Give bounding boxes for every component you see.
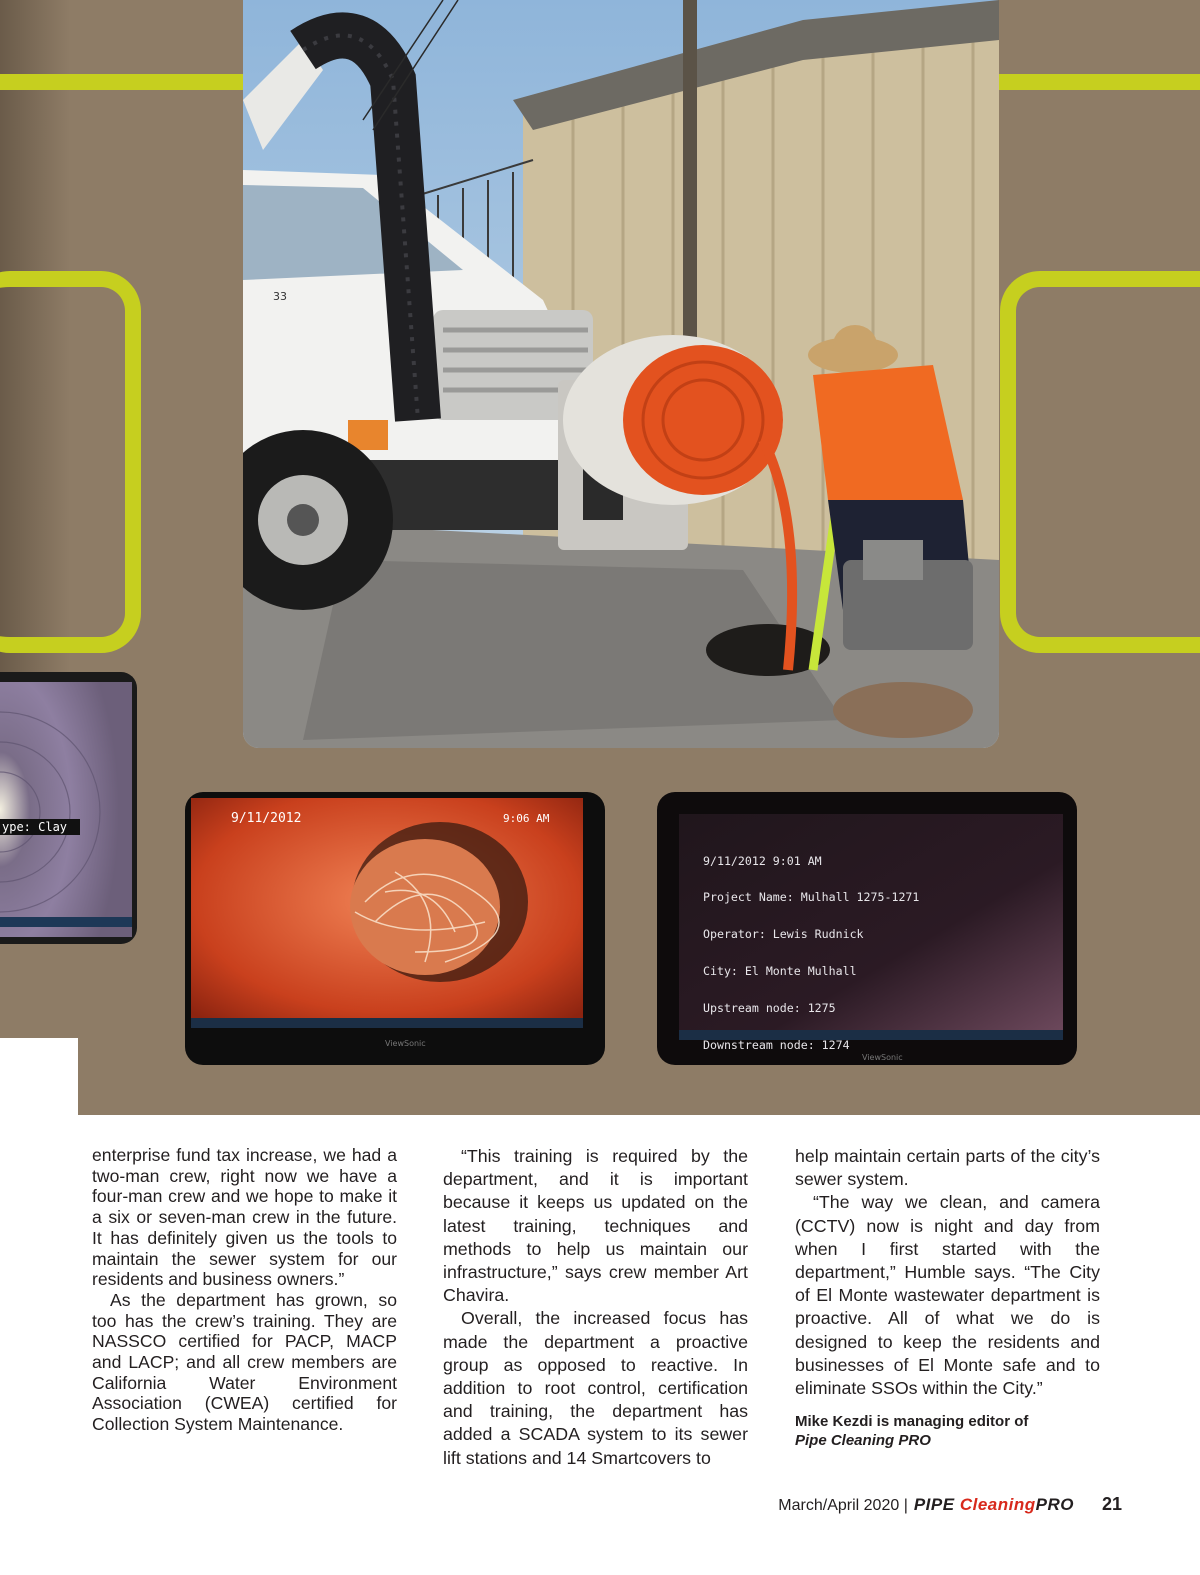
article-column-1 [92,1145,397,1435]
inspection-line: Downstream node: 1274 [703,1038,850,1053]
inspection-line: Project Name: Mulhall 1275-1271 [703,890,920,905]
accent-line-right [995,74,1200,90]
band-notch [0,1038,78,1118]
issue-date: March/April 2020 | [778,1497,908,1514]
logo-pipe: PIPE [913,1495,955,1514]
pipe-camera-photo [0,672,137,944]
page-number: 21 [1101,1494,1122,1514]
root-cam-date: 9/11/2012 [231,811,302,826]
accent-loop-right [1000,271,1200,653]
root-cam-time: 9:06 AM [503,812,550,825]
bio-text: Mike Kezdi is managing editor of [795,1413,1029,1431]
inspection-line: Operator: Lewis Rudnick [703,927,864,942]
pipe-cam-overlay: ype: Clay [2,820,68,834]
monitor-brand-left: ViewSonic [385,1039,426,1048]
inspection-monitor-photo [657,792,1077,1065]
truck-number: 33 [273,290,287,303]
accent-loop-left [0,271,141,653]
article-column-3 [795,1145,1100,1450]
logo-cleaning: Cleaning [959,1495,1036,1514]
logo-pro: PRO [1035,1495,1074,1514]
paragraph: Overall, the increased focus has made the department a proactive group as opposed to reactive. In addition to root control, certification and training, the department has added a SCADA system to its sewer lift stations and 14 Smartcovers to [443,1308,748,1468]
inspection-info-text [703,830,954,1065]
root-camera-photo [185,792,605,1065]
article-column-2 [443,1145,748,1470]
page-footer [778,1494,1122,1515]
paragraph: “This training is required by the department, and it is important because it keeps us updated on the latest training, techniques and methods to help us maintain our infrastructure,” says crew member Art Chavira. [443,1146,748,1306]
inspection-line: Upstream node: 1275 [703,1001,836,1016]
bio-publication: Pipe Cleaning PRO [795,1432,931,1450]
paragraph: enterprise fund tax increase, we had a two-man crew, right now we have a four-man crew and we hope to make it a six or seven-man crew in the future. It has definitely given us the tools to maintain the sewer system for our residents and business owners.” [92,1145,397,1290]
inspection-line: 9/11/2012 9:01 AM [703,853,822,868]
paragraph: help maintain certain parts of the city’s sewer system. [795,1146,1100,1190]
accent-line-left [0,74,250,90]
paragraph: “The way we clean, and camera (CCTV) now is night and day from when I first started with the department,” Humble says. “The City of El Monte wastewater department is proactive. All of what we do is designed to keep the residents and businesses of El Monte safe and to eliminate SSOs within the City.” [795,1192,1100,1399]
monitor-brand-right: ViewSonic [862,1053,903,1062]
author-bio [795,1412,1100,1450]
inspection-line: City: El Monte Mulhall [703,964,857,979]
magazine-logo [914,1495,1074,1515]
truck-photo [243,0,999,748]
paragraph: As the department has grown, so too has the crew’s training. They are NASSCO certified for PACP, MACP and LACP; and all crew members are California Water Environment Association (CWEA) certified for Collection System Maintenance. [92,1289,397,1435]
